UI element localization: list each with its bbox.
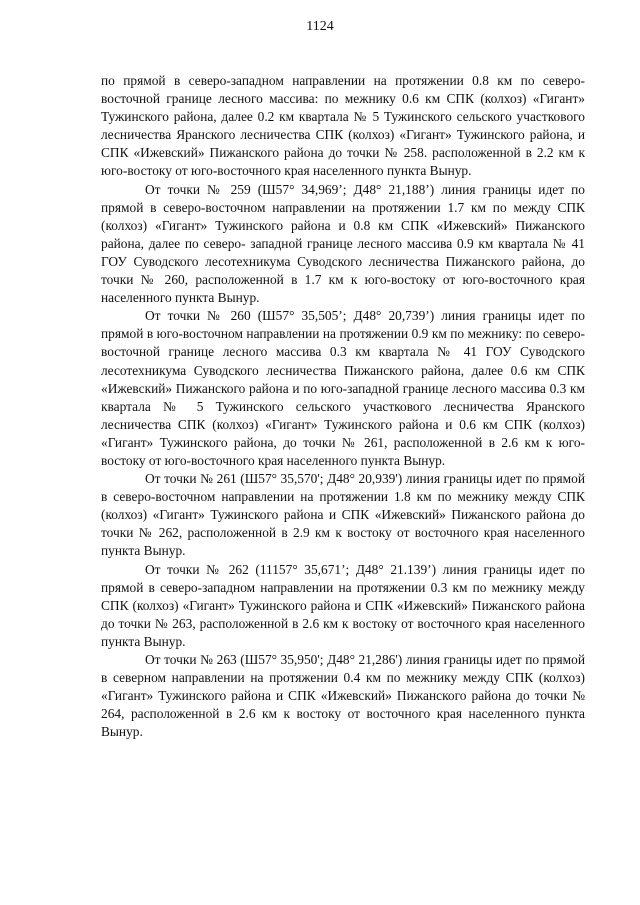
- paragraph-point-263: От точки № 263 (Ш57° 35,950'; Д48° 21,286') линия границы идет по прямой в северном направлении на протяжении 0.4 км по межнику между СПК (колхоз) «Гигант» Тужинского района и СПК «Ижевский» Пижанского района до точки № 264, расположенной в 2.6 км к востоку от восточного края населенного пункта Вынур.: [101, 652, 585, 740]
- page-number: 1124: [306, 19, 334, 34]
- document-body: [101, 72, 585, 741]
- paragraph-continuation: по прямой в северо-западном направлении на протяжении 0.8 км по северо-восточной границе лесного массива: по межнику 0.6 км СПК (колхоз) «Гигант» Тужинского района, далее 0.2 км квартала № 5 Тужинского сельского участкового лесничества Яранского лесничества СПК (колхоз) «Гигант» Тужинского района, и СПК «Ижевский» Пижанского района до точки № 258. расположенной в 2.2 км к юго-востоку от юго-восточного края населенного пункта Вынур.: [101, 73, 585, 179]
- paragraph-point-260: От точки № 260 (Ш57° 35,505’; Д48° 20,739’) линия границы идет по прямой в юго-восточном направлении на протяжении 0.9 км по межнику: по северо-восточной границе лесного массива 0.3 км квартала № 41 ГОУ Суводского лесотехникума Суводского лесничества Пижанского района, далее 0.6 км СПК «Ижевский» Пижанского района и по юго-западной границе лесного массива 0.3 км квартала № 5 Тужинского сельского участкового лесничества Яранского лесничества СПК (колхоз) «Гигант» Тужинского района и 0.6 км СПК (колхоз) «Гигант» Тужинского района, до точки № 261, расположенной в 2.6 км к юго-востоку от юго-восточного края населенного пункта Вынур.: [101, 308, 585, 468]
- paragraph-point-262: От точки № 262 (11157° 35,671’; Д48° 21.139’) линия границы идет по прямой в северо-западном направлении на протяжении 0.3 км по межнику между СПК (колхоз) «Гигант» Тужинского района и СПК «Ижевский» Пижанского района до точки № 263, расположенной в 2.6 км к востоку от восточного края населенного пункта Вынур.: [101, 561, 585, 649]
- paragraph-point-259: От точки № 259 (Ш57° 34,969’; Д48° 21,188’) линия границы идет по прямой в северо-восточном направлении на протяжении 1.7 км по между СПК (колхоз) «Гигант» Тужинского района и 0.8 км СПК «Ижевский» Пижанского района, далее по северо- западной границе лесного массива 0.9 км квартала № 41 ГОУ Суводского лесотехникума Суводского лесничества Пижанского района, до точки № 260, расположенной в 1.7 км к юго-востоку от юго-восточного края населенного пункта Вынур.: [101, 181, 585, 306]
- paragraph-point-261: От точки № 261 (Ш57° 35,570'; Д48° 20,939') линия границы идет по прямой в северо-восточном направлении на протяжении 1.8 км по межнику между СПК (колхоз) «Гигант» Тужинского района и СПК «Ижевский» Пижанского района до точки № 262, расположенной в 2.9 км к востоку от восточного края населенного пункта Вынур.: [101, 471, 585, 559]
